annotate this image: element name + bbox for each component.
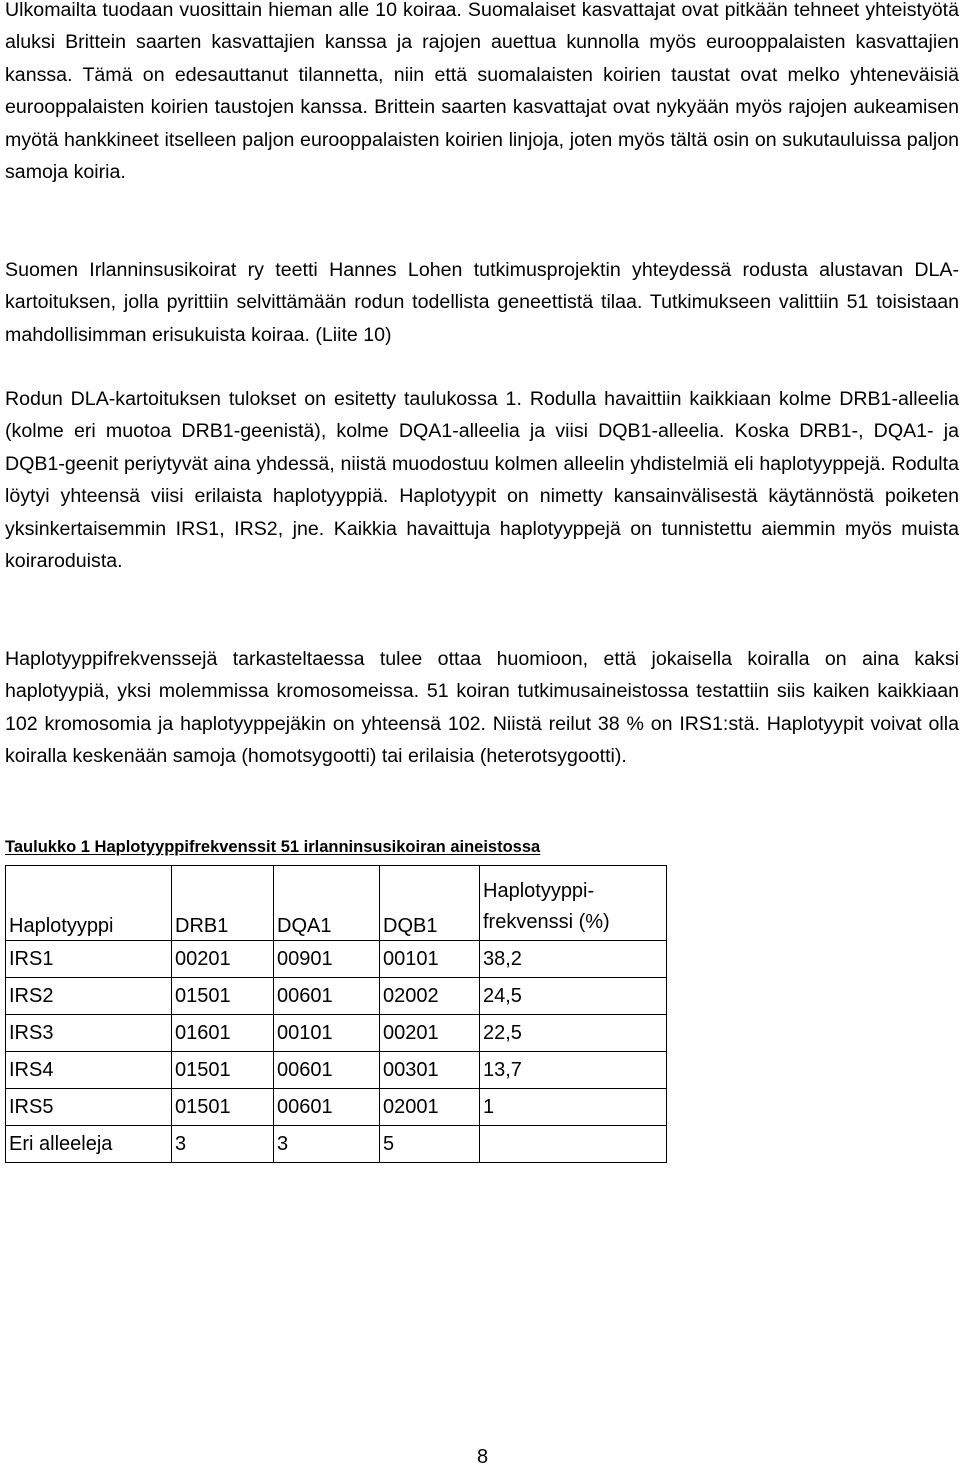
table-caption: Taulukko 1 Haplotyyppifrekvenssit 51 irlanninsusikoiran aineistossa xyxy=(5,838,541,856)
cell-dqa1: 00601 xyxy=(274,1089,380,1126)
header-drb1: DRB1 xyxy=(172,866,274,941)
cell-frequency xyxy=(480,1126,667,1163)
cell-dqb1: 02002 xyxy=(380,978,480,1015)
paragraph-imports: Ulkomailta tuodaan vuosittain hieman alle 10 koiraa. Suomalaiset kasvattajat ovat pitkään tehneet yhteistyötä aluksi Brittein saarten kasvattajien kanssa ja rajojen auettua kunnolla myös eurooppalaisten kasvattajien kanssa. Tämä on edesauttanut tilannetta, niin että suomalaisten koirien taustat ovat melko yhteneväisiä eurooppalaisten koirien taustojen kanssa. Brittein saarten kasvattajat ovat nykyään myös rajojen aukeamisen myötä hankkineet itselleen paljon eurooppalaisten koirien linjoja, joten myös tältä osin on sukutauluissa paljon samoja koiria. xyxy=(5,0,959,184)
cell-haplotype: Eri alleeleja xyxy=(6,1126,172,1163)
cell-haplotype: IRS3 xyxy=(6,1015,172,1052)
paragraph-dla-results: Rodun DLA-kartoituksen tulokset on esitetty taulukossa 1. Rodulla havaittiin kaikkiaan kolme DRB1-alleelia (kolme eri muotoa DRB1-geenistä), kolme DQA1-alleelia ja viisi DQB1-alleelia. Koska DRB1-, DQA1- ja DQB1-geenit periytyvät aina yhdessä, niistä muodostuu kolmen alleelin yhdistelmiä eli haplotyyppejä. Rodulta löytyi yhteensä viisi erilaista haplotyyppiä. Haplotyypit on nimetty kansainvälisestä käytännöstä poiketen yksinkertaisemmin IRS1, IRS2, jne. Kaikkia havaittuja haplotyyppejä on tunnistettu aiemmin myös muista koiraroduista. xyxy=(5,388,959,573)
cell-dqa1: 00101 xyxy=(274,1015,380,1052)
cell-frequency: 24,5 xyxy=(480,978,667,1015)
header-dqb1: DQB1 xyxy=(380,866,480,941)
cell-drb1: 01501 xyxy=(172,1089,274,1126)
header-dqa1: DQA1 xyxy=(274,866,380,941)
cell-drb1: 01501 xyxy=(172,1052,274,1089)
cell-haplotype: IRS5 xyxy=(6,1089,172,1126)
cell-dqa1: 00601 xyxy=(274,978,380,1015)
cell-dqb1: 00301 xyxy=(380,1052,480,1089)
cell-dqb1: 5 xyxy=(380,1126,480,1163)
cell-drb1: 01501 xyxy=(172,978,274,1015)
table-header-row xyxy=(6,866,667,941)
cell-dqb1: 02001 xyxy=(380,1089,480,1126)
paragraph-dla-survey: Suomen Irlanninsusikoirat ry teetti Hannes Lohen tutkimusprojektin yhteydessä rodusta alustavan DLA-kartoituksen, jolla pyrittiin selvittämään rodun todellista geneettistä tilaa. Tutkimukseen valittiin 51 toisistaan mahdollisimman erisukuista koiraa. (Liite 10) xyxy=(5,259,959,346)
cell-frequency: 22,5 xyxy=(480,1015,667,1052)
table-row xyxy=(6,1089,667,1126)
cell-dqa1: 00901 xyxy=(274,941,380,978)
cell-drb1: 3 xyxy=(172,1126,274,1163)
cell-frequency: 38,2 xyxy=(480,941,667,978)
cell-haplotype: IRS4 xyxy=(6,1052,172,1089)
haplotype-table xyxy=(5,865,667,1163)
table-row xyxy=(6,1015,667,1052)
cell-dqa1: 00601 xyxy=(274,1052,380,1089)
cell-dqb1: 00201 xyxy=(380,1015,480,1052)
cell-dqa1: 3 xyxy=(274,1126,380,1163)
cell-haplotype: IRS2 xyxy=(6,978,172,1015)
cell-dqb1: 00101 xyxy=(380,941,480,978)
table-row xyxy=(6,978,667,1015)
header-frequency: Haplotyyppi-frekvenssi (%) xyxy=(480,866,667,941)
page-number: 8 xyxy=(477,1446,489,1468)
table-row xyxy=(6,1052,667,1089)
header-haplotype: Haplotyyppi xyxy=(6,866,172,941)
cell-drb1: 00201 xyxy=(172,941,274,978)
table-row-totals xyxy=(6,1126,667,1163)
paragraph-haplotype-frequencies: Haplotyyppifrekvenssejä tarkasteltaessa tulee ottaa huomioon, että jokaisella koiralla on aina kaksi haplotyypiä, yksi molemmissa kromosomeissa. 51 koiran tutkimusaineistossa testattiin siis kaiken kaikkiaan 102 kromosomia ja haplotyyppejäkin on yhteensä 102. Niistä reilut 38 % on IRS1:stä. Haplotyypit voivat olla koiralla keskenään samoja (homotsygootti) tai erilaisia (heterotsygootti). xyxy=(5,648,959,768)
cell-drb1: 01601 xyxy=(172,1015,274,1052)
cell-frequency: 13,7 xyxy=(480,1052,667,1089)
table-row xyxy=(6,941,667,978)
cell-haplotype: IRS1 xyxy=(6,941,172,978)
cell-frequency: 1 xyxy=(480,1089,667,1126)
